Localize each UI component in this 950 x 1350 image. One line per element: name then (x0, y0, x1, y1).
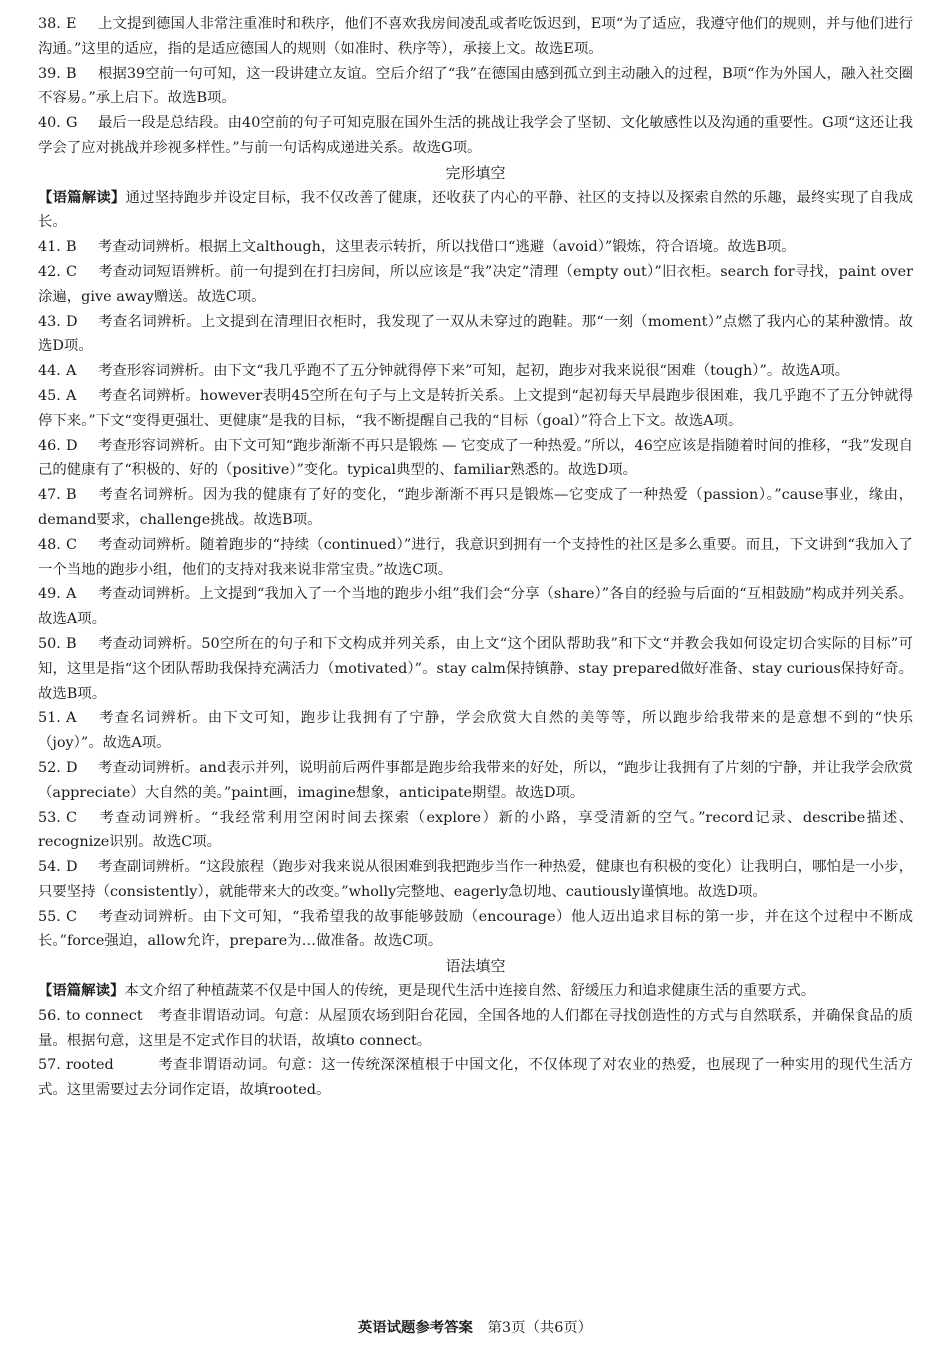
reading-note (38, 186, 913, 236)
item-explanation: 考查非谓语动词。句意：这一传统深深植根于中国文化，不仅体现了对农业的热爱，也展现了一种实用的现代生活方式。这里需要过去分词作定语，故填rooted。 (38, 1057, 913, 1099)
item-answer: A (66, 586, 77, 603)
item-answer: to connect (66, 1007, 143, 1024)
answer-item-39 (38, 62, 913, 112)
answer-item-44 (38, 359, 913, 384)
answer-item-50 (38, 632, 913, 706)
answer-item-46 (38, 434, 913, 484)
answer-item-56 (38, 1004, 913, 1054)
item-answer: C (66, 536, 78, 553)
answer-item-51 (38, 706, 913, 756)
item-answer: A (66, 363, 77, 380)
item-number: 53. (38, 809, 61, 826)
item-answer: B (66, 635, 77, 652)
item-answer: A (66, 387, 77, 404)
answer-item-43 (38, 310, 913, 360)
item-answer: A (66, 710, 77, 727)
reading-label: 【语篇解读】 (38, 982, 125, 1000)
item-answer: B (66, 65, 77, 82)
answer-item-47 (38, 483, 913, 533)
item-explanation: 考查动词辨析。根据上文although，这里表示转折，所以找借口“逃避（avoid）”锻炼，符合语境。故选B项。 (98, 239, 796, 256)
item-number: 51. (38, 710, 61, 727)
item-answer: D (66, 437, 78, 454)
answer-item-42 (38, 260, 913, 310)
item-number: 56. (38, 1007, 61, 1024)
item-answer: C (66, 263, 78, 280)
item-explanation: 考查动词短语辨析。前一句提到在打扫房间，所以应该是“我”决定“清理（empty out）”旧衣柜。search for寻找，paint over涂遍，give away赠送。故选C项。 (38, 263, 913, 305)
item-explanation: 考查动词辨析。50空所在的句子和下文构成并列关系，由上文“这个团队帮助我”和下文“并教会我如何设定切合实际的目标”可知，这里是指“这个团队帮助我保持充满活力（motivated）”。stay calm保持镇静、stay prepared做好准备、stay curious保持好奇。故选B项。 (38, 635, 913, 702)
item-explanation: 考查非谓语动词。句意：从屋顶农场到阳台花园，全国各地的人们都在寻找创造性的方式与自然联系，并确保食品的质量。根据句意，这里是不定式作目的状语，故填to connect。 (38, 1007, 913, 1049)
answer-item-41 (38, 235, 913, 260)
page-footer (0, 1318, 950, 1338)
item-number: 54. (38, 859, 61, 876)
answer-item-40 (38, 111, 913, 161)
section-cloze (38, 161, 913, 955)
answer-item-48 (38, 533, 913, 583)
item-explanation: 考查动词辨析。“我经常利用空闲时间去探索（explore）新的小路，享受清新的空气。”record记录、describe描述、recognize识别。故选C项。 (38, 809, 913, 851)
item-answer: C (66, 908, 78, 925)
item-number: 43. (38, 313, 61, 330)
item-answer: D (66, 859, 78, 876)
reading-note (38, 979, 913, 1004)
item-explanation: 上文提到德国人非常注重准时和秩序，他们不喜欢我房间凌乱或者吃饭迟到，E项“为了适应，我遵守他们的规则，并与他们进行沟通。”这里的适应，指的是适应德国人的规则（如准时、秩序等），承接上文。故选E项。 (38, 16, 913, 57)
item-number: 40. (38, 115, 61, 132)
item-answer: E (66, 16, 77, 32)
item-explanation: 根据39空前一句可知，这一段讲建立友谊。空后介绍了“我”在德国由感到孤立到主动融入的过程，B项“作为外国人，融入社交圈不容易。”承上启下。故选B项。 (38, 65, 913, 107)
answer-item-57 (38, 1053, 913, 1103)
item-number: 44. (38, 363, 61, 380)
item-answer: B (66, 239, 77, 256)
item-number: 42. (38, 263, 61, 280)
item-number: 48. (38, 536, 61, 553)
items-part-a (38, 12, 913, 161)
item-answer: D (66, 759, 78, 776)
item-explanation: 考查名词辨析。上文提到在清理旧衣柜时，我发现了一双从未穿过的跑鞋。那“一刻（moment）”点燃了我内心的某种激情。故选D项。 (38, 313, 913, 355)
answer-item-53 (38, 806, 913, 856)
item-explanation: 考查形容词辨析。由下文“我几乎跑不了五分钟就得停下来”可知，起初，跑步对我来说很“困难（tough）”。故选A项。 (98, 363, 850, 380)
item-answer: C (66, 809, 78, 826)
item-number: 50. (38, 635, 61, 652)
answer-item-38 (38, 12, 913, 62)
section-title: 完形填空 (445, 163, 506, 182)
footer-page-number: 第3页（共6页） (487, 1320, 593, 1336)
section-title: 语法填空 (445, 957, 506, 976)
item-number: 39. (38, 65, 61, 82)
item-answer: D (66, 313, 78, 330)
item-explanation: 考查名词辨析。由下文可知，跑步让我拥有了宁静，学会欣赏大自然的美等等，所以跑步给我带来的是意想不到的“快乐（joy）”。故选A项。 (38, 710, 913, 752)
reading-label: 【语篇解读】 (38, 188, 126, 206)
item-explanation: 考查名词辨析。因为我的健康有了好的变化，“跑步渐渐不再只是锻炼—它变成了一种热爱（passion）。”cause事业，缘由，demand要求，challenge挑战。故选B项。 (38, 487, 913, 528)
reading-text: 本文介绍了种植蔬菜不仅是中国人的传统，更是现代生活中连接自然、舒缓压力和追求健康生活的重要方式。 (124, 983, 816, 1000)
section-grammar (38, 954, 913, 1103)
item-number: 45. (38, 387, 61, 404)
item-answer: G (66, 115, 78, 132)
item-number: 57. (38, 1057, 61, 1074)
item-explanation: 考查动词辨析。由下文可知，“我希望我的故事能够鼓励（encourage）他人迈出追求目标的第一步，并在这个过程中不断成长。”force强迫，allow允许，prepare为…做准备。故选C项。 (38, 908, 913, 950)
answer-item-55 (38, 905, 913, 955)
item-number: 38. (38, 16, 61, 32)
answer-item-45 (38, 384, 913, 434)
answer-item-52 (38, 756, 913, 806)
item-answer: rooted (66, 1057, 114, 1074)
answer-item-54 (38, 855, 913, 905)
item-explanation: 最后一段是总结段。由40空前的句子可知克服在国外生活的挑战让我学会了坚韧、文化敏感性以及沟通的重要性。G项“这还让我学会了应对挑战并珍视多样性。”与前一句话构成递进关系。故选G项。 (38, 115, 913, 156)
item-explanation: 考查副词辨析。“这段旅程（跑步对我来说从很困难到我把跑步当作一种热爱，健康也有积极的变化）让我明白，哪怕是一小步，只要坚持（consistently），就能带来大的改变。”wholly完整地、eagerly急切地、cautiously谨慎地。故选D项。 (38, 859, 913, 900)
item-answer: B (66, 487, 77, 504)
item-explanation: 考查动词辨析。and表示并列，说明前后两件事都是跑步给我带来的好处，所以，“跑步让我拥有了片刻的宁静，并让我学会欣赏（appreciate）大自然的美。”paint画，imagine想象，anticipate期望。故选D项。 (38, 759, 913, 801)
reading-text: 通过坚持跑步并设定目标，我不仅改善了健康，还收获了内心的平静、社区的支持以及探索自然的乐趣，最终实现了自我成长。 (38, 189, 913, 231)
answer-item-49 (38, 582, 913, 632)
answer-page (38, 12, 913, 1103)
item-number: 41. (38, 239, 61, 256)
item-number: 46. (38, 437, 61, 454)
item-number: 47. (38, 487, 61, 504)
item-explanation: 考查名词辨析。however表明45空所在句子与上文是转折关系。上文提到“起初每天早晨跑步很困难，我几乎跑不了五分钟就得停下来。”下文“变得更强壮、更健康”是我的目标，“我不断提醒自己我的“目标（goal）”符合上下文。故选A项。 (38, 387, 913, 429)
item-number: 55. (38, 908, 61, 925)
item-explanation: 考查动词辨析。随着跑步的“持续（continued）”进行，我意识到拥有一个支持性的社区是多么重要。而且，下文讲到“我加入了一个当地的跑步小组，他们的支持对我来说非常宝贵。”故选C项。 (38, 536, 913, 578)
item-explanation: 考查动词辨析。上文提到“我加入了一个当地的跑步小组”我们会“分享（share）”各自的经验与后面的“互相鼓励”构成并列关系。故选A项。 (38, 586, 913, 628)
item-number: 49. (38, 586, 61, 603)
item-number: 52. (38, 759, 61, 776)
item-explanation: 考查形容词辨析。由下文可知“跑步渐渐不再只是锻炼 — 它变成了一种热爱。”所以，46空应该是指随着时间的推移，“我”发现自己的健康有了“积极的、好的（positive）”变化。typical典型的、familiar熟悉的。故选D项。 (38, 437, 913, 479)
footer-title: 英语试题参考答案 (357, 1319, 473, 1336)
